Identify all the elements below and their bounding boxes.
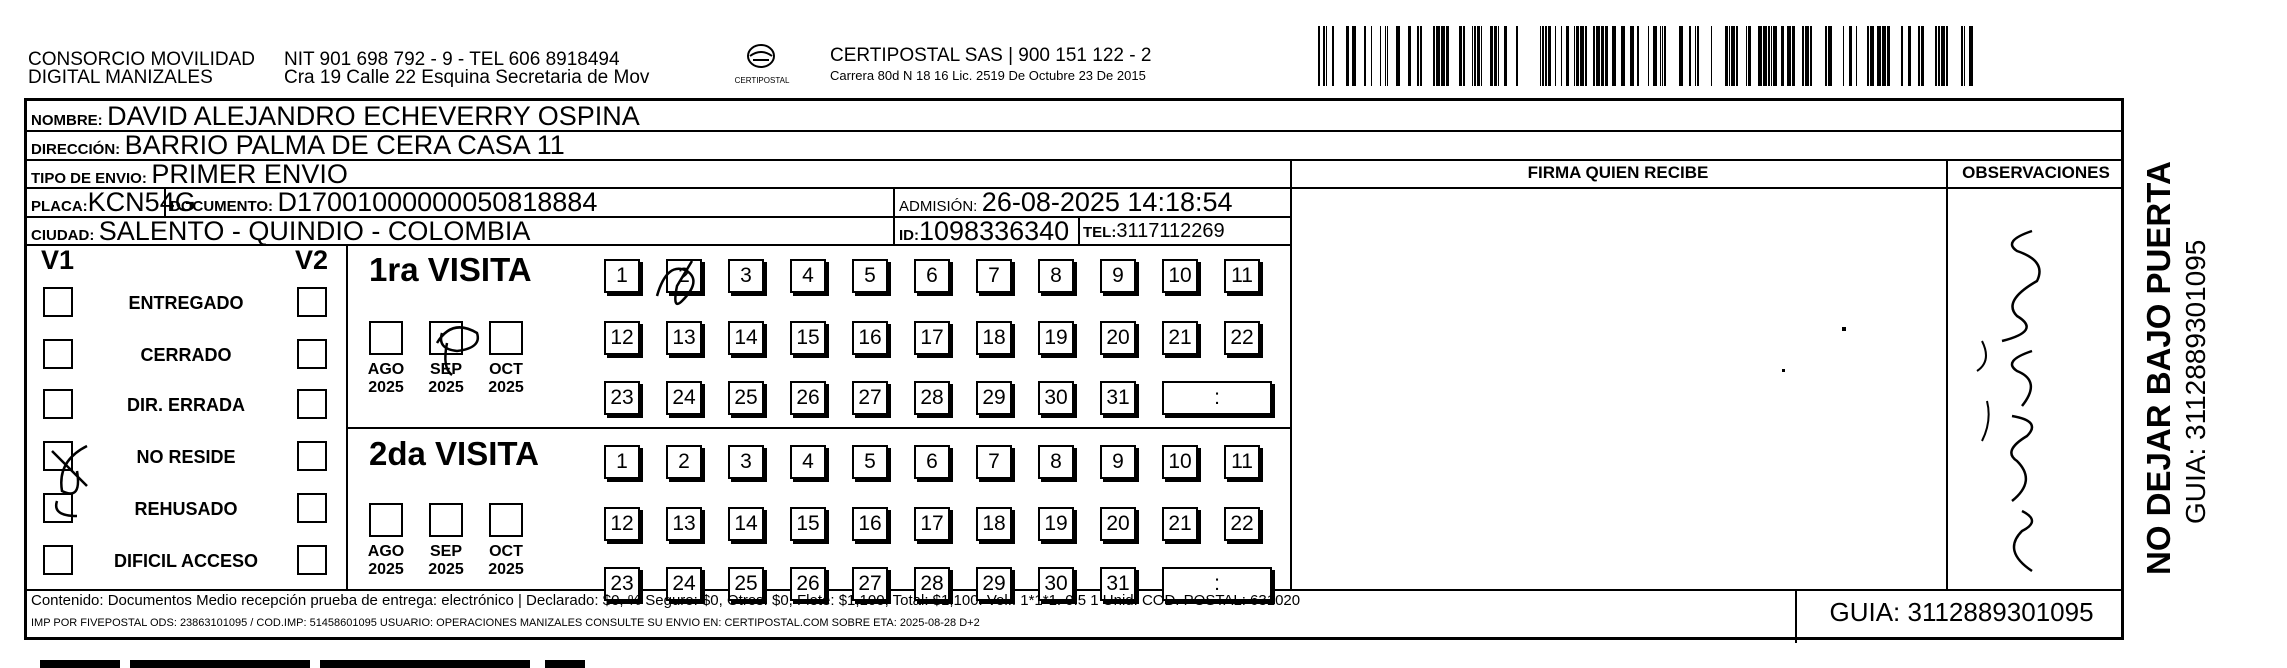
carrier-address: Carrera 80d N 18 16 Lic. 2519 De Octubre 23 De 2015: [830, 68, 1146, 83]
tipo-envio-label: TIPO DE ENVIO:: [31, 170, 147, 187]
second-visit-day-box[interactable]: 19: [1038, 507, 1074, 541]
second-visit-month-label: OCT: [489, 543, 523, 560]
v1-checkbox[interactable]: [43, 287, 73, 317]
first-visit-year-label: 2025: [428, 379, 464, 396]
first-visit-day-box[interactable]: 11: [1224, 259, 1260, 293]
observaciones-handwriting: [1962, 221, 2082, 581]
second-visit-day-box[interactable]: 31: [1100, 567, 1136, 601]
admision-label: ADMISIÓN:: [899, 198, 978, 215]
second-visit-day-box[interactable]: 4: [790, 445, 826, 479]
second-visit-day-box[interactable]: 8: [1038, 445, 1074, 479]
ciudad-label: CIUDAD:: [31, 227, 95, 244]
v2-checkbox[interactable]: [297, 441, 327, 471]
side-guia: GUIA: 3112889301095: [2180, 239, 2211, 524]
second-visit-day-box[interactable]: 1: [604, 445, 640, 479]
second-visit-month-label: SEP: [429, 543, 462, 560]
handwritten-mark-day2: [647, 256, 707, 316]
second-visit-day-box[interactable]: 3: [728, 445, 764, 479]
placa-value: KCN54G: [87, 187, 196, 217]
second-visit-month-checkbox[interactable]: [369, 503, 403, 537]
nombre-value: DAVID ALEJANDRO ECHEVERRY OSPINA: [107, 101, 640, 131]
first-visit-day-box[interactable]: 10: [1162, 259, 1198, 293]
ciudad-field: [31, 216, 530, 251]
second-visit-day-box[interactable]: 7: [976, 445, 1012, 479]
first-visit-title: 1ra VISITA: [369, 251, 532, 288]
second-visit-day-box[interactable]: 2: [666, 445, 702, 479]
first-visit-day-box[interactable]: 19: [1038, 321, 1074, 355]
second-visit-day-box[interactable]: 18: [976, 507, 1012, 541]
tel-label: TEL:: [1083, 224, 1117, 241]
status-label: ENTREGADO: [128, 293, 244, 313]
second-visit-month-label: AGO: [367, 543, 405, 560]
address-line: Cra 19 Calle 22 Esquina Secretaria de Mov: [284, 67, 650, 88]
second-visit-title: 2da VISITA: [369, 435, 539, 472]
barcode: [1318, 26, 1978, 86]
id-label: ID:: [899, 227, 919, 244]
firma-header: FIRMA QUIEN RECIBE: [1527, 163, 1709, 182]
first-visit-day-box[interactable]: 6: [914, 259, 950, 293]
status-label: CERRADO: [140, 345, 232, 365]
ciudad-value: SALENTO - QUINDIO - COLOMBIA: [98, 216, 531, 246]
second-visit-day-box[interactable]: 16: [852, 507, 888, 541]
first-visit-day-box[interactable]: 4: [790, 259, 826, 293]
v2-header: V2: [295, 245, 329, 275]
second-visit-year-label: 2025: [368, 561, 404, 578]
first-visit-day-box[interactable]: 20: [1100, 321, 1136, 355]
first-visit-day-box[interactable]: 30: [1038, 381, 1074, 415]
first-visit-day-box[interactable]: 26: [790, 381, 826, 415]
nit-line: NIT 901 698 792 - 9 - TEL 606 8918494: [284, 49, 620, 70]
nombre-label: NOMBRE:: [31, 112, 103, 129]
tel-field: [1083, 216, 1225, 248]
first-visit-day-box[interactable]: 14: [728, 321, 764, 355]
first-visit-year-label: 2025: [488, 379, 524, 396]
second-visit-day-box[interactable]: 13: [666, 507, 702, 541]
first-visit-month-label: AGO: [367, 361, 405, 378]
first-visit-day-box[interactable]: 25: [728, 381, 764, 415]
second-visit-day-box[interactable]: 9: [1100, 445, 1136, 479]
second-visit-day-box[interactable]: 5: [852, 445, 888, 479]
second-visit-day-box[interactable]: 23: [604, 567, 640, 601]
v2-checkbox[interactable]: [297, 339, 327, 369]
second-visit-time-box[interactable]: :: [1162, 567, 1272, 601]
first-visit-day-box[interactable]: 3: [728, 259, 764, 293]
second-visit-year-label: 2025: [428, 561, 464, 578]
first-visit-month-checkbox[interactable]: [489, 321, 523, 355]
company-name-line2: DIGITAL MANIZALES: [28, 67, 213, 88]
v2-checkbox[interactable]: [297, 545, 327, 575]
footer-guia: GUIA: 3112889301095: [1829, 597, 2094, 627]
v2-checkbox[interactable]: [297, 389, 327, 419]
company-name-line1: CONSORCIO MOVILIDAD: [28, 49, 255, 70]
first-visit-day-box[interactable]: 2: [666, 259, 702, 293]
second-visit-day-box[interactable]: 12: [604, 507, 640, 541]
second-visit-day-box[interactable]: 27: [852, 567, 888, 601]
first-visit-month-label: OCT: [489, 361, 523, 378]
v1-checkbox[interactable]: [43, 339, 73, 369]
second-visit-day-box[interactable]: 14: [728, 507, 764, 541]
status-label: REHUSADO: [134, 499, 238, 519]
first-visit-day-box[interactable]: 12: [604, 321, 640, 355]
scan-dot: [1842, 327, 1846, 331]
second-visit-day-box[interactable]: 29: [976, 567, 1012, 601]
second-visit-day-box[interactable]: 21: [1162, 507, 1198, 541]
first-visit-day-box[interactable]: 17: [914, 321, 950, 355]
v1-checkbox[interactable]: [43, 389, 73, 419]
first-visit-day-box[interactable]: 21: [1162, 321, 1198, 355]
carrier-line: CERTIPOSTAL SAS | 900 151 122 - 2: [830, 45, 1152, 66]
first-visit-day-box[interactable]: 28: [914, 381, 950, 415]
second-visit-day-box[interactable]: 25: [728, 567, 764, 601]
second-visit-day-box[interactable]: 11: [1224, 445, 1260, 479]
scan-dot: [1782, 369, 1785, 372]
id-field: [899, 216, 1069, 251]
first-visit-day-box[interactable]: 7: [976, 259, 1012, 293]
first-visit-month-checkbox[interactable]: [369, 321, 403, 355]
handwritten-mark-no-reside: [47, 441, 97, 521]
admision-value: 26-08-2025 14:18:54: [981, 187, 1233, 217]
v2-checkbox[interactable]: [297, 287, 327, 317]
first-visit-day-box[interactable]: 9: [1100, 259, 1136, 293]
second-visit-day-box[interactable]: 20: [1100, 507, 1136, 541]
second-visit-day-box[interactable]: 6: [914, 445, 950, 479]
first-visit-day-box[interactable]: 16: [852, 321, 888, 355]
status-label: DIR. ERRADA: [126, 395, 245, 415]
first-visit-day-box[interactable]: 23: [604, 381, 640, 415]
documento-label: DOCUMENTO:: [170, 198, 274, 215]
first-visit-month-label: SEP: [429, 361, 462, 378]
handwritten-mark-sep: [422, 313, 492, 383]
first-visit-day-box[interactable]: 15: [790, 321, 826, 355]
second-visit-day-box[interactable]: 28: [914, 567, 950, 601]
footer-imp: IMP POR FIVEPOSTAL ODS: 23863101095 / COD.IMP: 51458601095 USUARIO: OPERACIONES MANIZALES CONSULTE SU ENVIO EN: CERTIPOSTAL.COM SOBRE ETA: 2025-08-28 D+2: [31, 617, 980, 629]
first-visit-time-box[interactable]: :: [1162, 381, 1272, 415]
second-visit-day-box[interactable]: 24: [666, 567, 702, 601]
first-visit-day-box[interactable]: 1: [604, 259, 640, 293]
second-visit-day-box[interactable]: 10: [1162, 445, 1198, 479]
placa-label: PLACA:: [31, 198, 88, 215]
tel-value: 3117112269: [1116, 220, 1225, 242]
first-visit-day-box[interactable]: 29: [976, 381, 1012, 415]
first-visit-day-box[interactable]: 8: [1038, 259, 1074, 293]
second-visit-day-box[interactable]: 15: [790, 507, 826, 541]
documento-value: D17001000000050818884: [277, 187, 598, 217]
observaciones-header: OBSERVACIONES: [1962, 163, 2110, 182]
id-value: 1098336340: [919, 216, 1070, 246]
delivery-form: [24, 98, 2124, 640]
no-dejar-bajo-puerta: NO DEJAR BAJO PUERTA: [2140, 161, 2177, 575]
first-visit-day-box[interactable]: 18: [976, 321, 1012, 355]
second-visit-day-box[interactable]: 26: [790, 567, 826, 601]
v2-checkbox[interactable]: [297, 493, 327, 523]
logo-caption: CERTIPOSTAL: [734, 76, 790, 85]
second-visit-day-box[interactable]: 22: [1224, 507, 1260, 541]
v1-checkbox[interactable]: [43, 545, 73, 575]
first-visit-day-box[interactable]: 22: [1224, 321, 1260, 355]
tipo-envio-value: PRIMER ENVIO: [151, 159, 348, 189]
direccion-label: DIRECCIÓN:: [31, 141, 121, 158]
status-label: NO RESIDE: [136, 447, 236, 467]
footer-contenido: Contenido: Documentos Medio recepción prueba de entrega: electrónico | Declarado: $0, % Seguro: $0, Otros: $0, Flete: $1,100, Total: $1,100. Vol.: 1*1*1. 0.5 1 Unid. COD. POSTAL: 631020: [31, 592, 1301, 609]
second-visit-month-checkbox[interactable]: [489, 503, 523, 537]
second-visit-day-box[interactable]: 17: [914, 507, 950, 541]
v1-header: V1: [41, 245, 75, 275]
first-visit-day-box[interactable]: 24: [666, 381, 702, 415]
first-visit-day-box[interactable]: 31: [1100, 381, 1136, 415]
status-label: DIFICIL ACCESO: [113, 551, 258, 571]
first-visit-day-box[interactable]: 27: [852, 381, 888, 415]
second-visit-month-checkbox[interactable]: [429, 503, 463, 537]
first-visit-day-box[interactable]: 13: [666, 321, 702, 355]
first-visit-day-box[interactable]: 5: [852, 259, 888, 293]
second-visit-day-box[interactable]: 30: [1038, 567, 1074, 601]
first-visit-year-label: 2025: [368, 379, 404, 396]
second-visit-year-label: 2025: [488, 561, 524, 578]
direccion-value: BARRIO PALMA DE CERA CASA 11: [124, 130, 565, 160]
